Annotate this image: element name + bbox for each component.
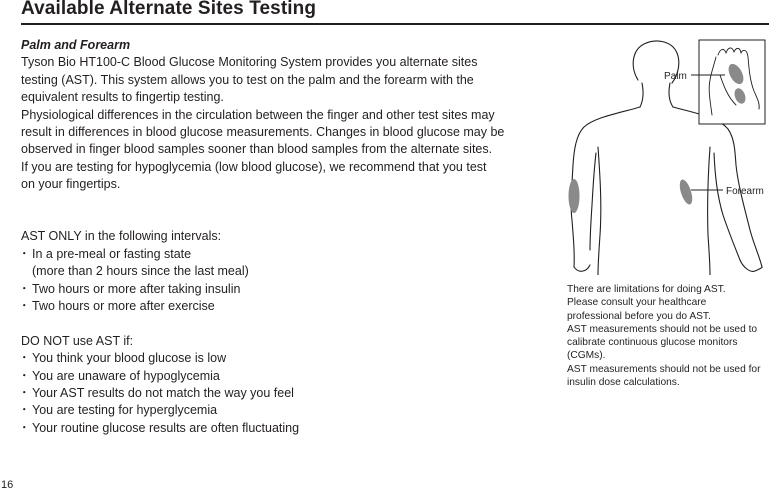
left-arm-outer: [571, 107, 640, 267]
list-item-subtext: (more than 2 hours since the last meal): [32, 264, 249, 279]
list-item: [21, 281, 556, 298]
intro-line: If you are testing for hypoglycemia (low blood glucose), we recommend that you test: [21, 159, 487, 174]
left-hand: [574, 265, 590, 271]
torso-left: [598, 147, 601, 275]
palm-label: Palm: [664, 71, 687, 82]
list-item: ・ Your routine glucose results are often fluctuating: [21, 420, 556, 437]
main-text-column: [21, 37, 556, 437]
page-title: Available Alternate Sites Testing: [21, 0, 317, 19]
side-note-line: calibrate continuous glucose monitors: [567, 337, 738, 349]
intro-line: on your fingertips.: [21, 177, 121, 192]
side-note-line: (CGMs).: [567, 350, 606, 362]
list-item: [21, 298, 556, 315]
right-hand: [740, 260, 762, 271]
side-note-line: professional before you do AST.: [567, 310, 711, 322]
list-item-text: In a pre-meal or fasting state: [32, 246, 192, 261]
left-forearm-site: [569, 179, 580, 213]
neck-right: [669, 83, 673, 107]
list-item-text: Two hours or more after exercise: [32, 299, 215, 314]
side-note-line: AST measurements should not be used for: [567, 363, 761, 375]
intro-line: equivalent results to fingertip testing.: [21, 90, 224, 105]
do-not-list: [21, 350, 556, 437]
side-note-line: insulin dose calculations.: [567, 377, 680, 389]
side-note-line: Please consult your healthcare: [567, 297, 707, 309]
page-number: 16: [1, 479, 14, 491]
ast-only-list: [21, 246, 556, 316]
spacer: [21, 194, 556, 211]
side-note: [567, 283, 777, 389]
intro-line: Physiological differences in the circulation between the finger and other test sites may: [21, 107, 495, 122]
forearm-label: Forearm: [726, 186, 764, 197]
side-note-line: There are limitations for doing AST.: [567, 284, 726, 295]
intro-line: result in differences in blood glucose measurements. Changes in blood glucose may be: [21, 125, 505, 140]
spacer: [21, 211, 556, 228]
section-heading: Palm and Forearm: [21, 38, 131, 52]
body-diagram: [560, 35, 777, 275]
list-item: [21, 246, 556, 263]
right-forearm-site: [677, 178, 695, 206]
title-divider: [21, 23, 769, 25]
spacer: [21, 315, 556, 332]
list-item: ・ You think your blood glucose is low: [21, 350, 556, 367]
list-item-text: Two hours or more after taking insulin: [32, 281, 241, 296]
intro-line: testing (AST). This system allows you to test on the palm and the forearm with the: [21, 72, 474, 87]
list-item: ・ You are testing for hyperglycemia: [21, 402, 556, 419]
intro-line: Tyson Bio HT100-C Blood Glucose Monitoring System provides you alternate sites: [21, 55, 478, 70]
side-note-line: AST measurements should not be used to: [567, 323, 758, 335]
left-arm-inner: [590, 153, 596, 250]
list-item-subline: [21, 263, 556, 280]
do-not-heading: DO NOT use AST if:: [21, 333, 134, 348]
list-item: ・ You are unaware of hypoglycemia: [21, 368, 556, 385]
ast-only-heading: AST ONLY in the following intervals:: [21, 229, 222, 244]
torso-right: [708, 147, 710, 275]
body-diagram-svg: [560, 35, 777, 275]
list-item: ・ Your AST results do not match the way you feel: [21, 385, 556, 402]
intro-line: observed in finger blood samples sooner than blood samples from the alternate sites.: [21, 142, 493, 157]
neck-left: [640, 83, 643, 107]
palm-inset-frame: [699, 40, 765, 124]
